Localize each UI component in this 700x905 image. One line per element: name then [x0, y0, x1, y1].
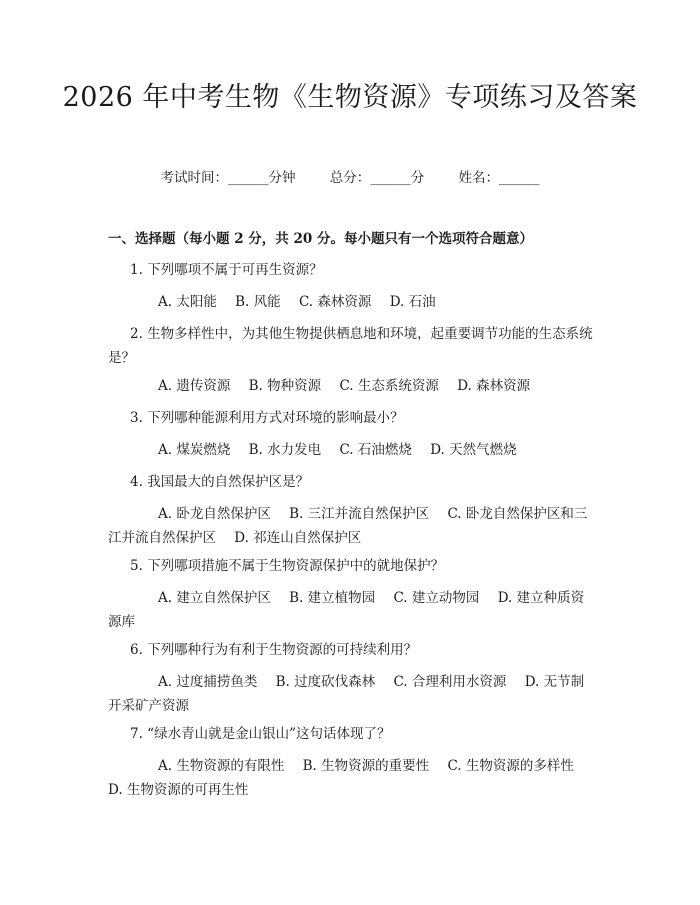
question-stem: 3. 下列哪种能源利用方式对环境的影响最小？: [130, 410, 404, 426]
option-b: B. 风能: [235, 294, 281, 310]
question-5: [108, 554, 593, 578]
question-stem: 5. 下列哪项措施不属于生物资源保护中的就地保护？: [130, 558, 445, 574]
option-d: D. 生物资源的可再生性: [108, 782, 249, 798]
question-2-options: [108, 374, 593, 398]
option-a: A. 过度捕捞鱼类: [158, 674, 258, 690]
option-b: B. 物种资源: [248, 378, 322, 394]
question-stem: 4. 我国最大的自然保护区是？: [130, 474, 310, 490]
option-a: A. 生物资源的有限性: [158, 758, 285, 774]
question-2: [108, 322, 593, 370]
question-7-options: [108, 754, 593, 802]
document-title: 2026 年中考生物《生物资源》专项练习及答案: [62, 82, 638, 113]
option-b: B. 建立植物园: [289, 590, 376, 606]
option-c: C. 生物资源的多样性: [447, 758, 574, 774]
option-d: D. 建立种质资源库: [108, 590, 585, 630]
section-heading: 一、选择题（每小题 2 分，共 20 分。每小题只有一个选项符合题意）: [108, 231, 533, 247]
option-d: D. 祁连山自然保护区: [234, 530, 362, 546]
option-a: A. 卧龙自然保护区: [158, 506, 271, 522]
option-c: C. 石油燃烧: [339, 442, 412, 458]
name-field: 姓名：______: [458, 170, 540, 186]
total-score-field: 总分：______分: [329, 170, 425, 186]
question-1-options: [108, 290, 593, 314]
question-4-options: [108, 502, 593, 550]
option-c: C. 生态系统资源: [339, 378, 439, 394]
option-a: A. 煤炭燃烧: [158, 442, 231, 458]
question-6: [108, 638, 593, 662]
exam-time-field: 考试时间：______分钟: [160, 170, 296, 186]
option-b: B. 三江并流自然保护区: [289, 506, 430, 522]
option-c: C. 建立动物园: [393, 590, 480, 606]
option-d: D. 森林资源: [457, 378, 531, 394]
option-d: D. 无节制开采矿产资源: [108, 674, 585, 714]
option-a: A. 太阳能: [158, 294, 217, 310]
option-b: B. 过度砍伐森林: [275, 674, 376, 690]
option-a: A. 遗传资源: [158, 378, 231, 394]
option-b: B. 生物资源的重要性: [302, 758, 430, 774]
question-stem: 6. 下列哪种行为有利于生物资源的可持续利用？: [130, 642, 418, 658]
option-d: D. 天然气燃烧: [430, 442, 517, 458]
question-4: [108, 470, 593, 494]
question-3: [108, 406, 593, 430]
question-stem: 1. 下列哪项不属于可再生资源？: [130, 262, 323, 278]
question-stem: 2. 生物多样性中，为其他生物提供栖息地和环境，起重要调节功能的生态系统是？: [108, 326, 593, 366]
question-7: [108, 722, 593, 746]
option-a: A. 建立自然保护区: [158, 590, 271, 606]
exam-info-line: [0, 168, 700, 188]
question-3-options: [108, 438, 593, 462]
option-d: D. 石油: [389, 294, 436, 310]
question-stem: 7. “绿水青山就是金山银山”这句话体现了？: [130, 726, 391, 742]
question-6-options: [108, 670, 593, 718]
option-b: B. 水力发电: [248, 442, 322, 458]
option-c: C. 卧龙自然保护区和三江并流自然保护区: [108, 506, 588, 546]
question-5-options: [108, 586, 593, 634]
question-1: [108, 258, 593, 282]
option-c: C. 合理利用水资源: [393, 674, 507, 690]
option-c: C. 森林资源: [298, 294, 372, 310]
